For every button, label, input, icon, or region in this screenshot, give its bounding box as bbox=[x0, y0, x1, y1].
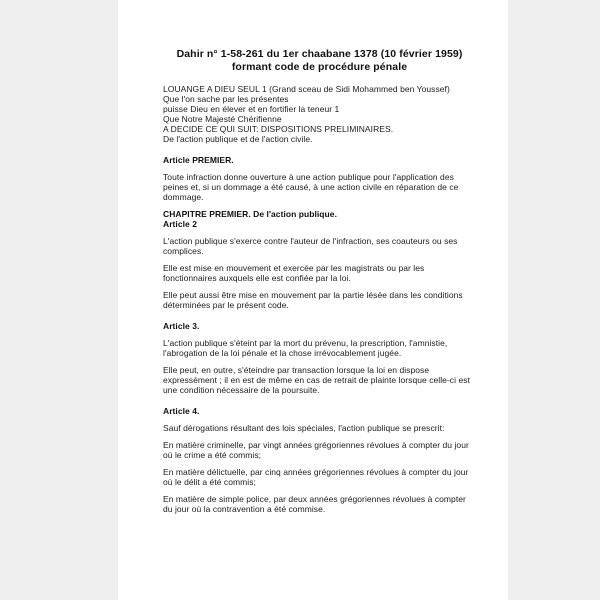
document-title bbox=[163, 48, 476, 74]
paragraph: Toute infraction donne ouverture à une action publique pour l'application des peines et, si un dommage a été causé, à une action civile en réparation de ce dommage. bbox=[163, 172, 459, 202]
paragraph: Elle peut aussi être mise en mouvement par la partie lésée dans les conditions déterminées par le présent code. bbox=[163, 290, 463, 310]
paragraph: En matière délictuelle, par cinq années grégoriennes révolues à compter du jour où le délit a été commis; bbox=[163, 467, 469, 487]
page-content bbox=[118, 0, 508, 514]
paragraph: L'action publique s'éteint par la mort du prévenu, la prescription, l'amnistie, l'abrogation de la loi pénale et la chose irrévocablement jugée. bbox=[163, 338, 448, 358]
article-heading-premier: Article PREMIER. bbox=[163, 155, 234, 165]
preamble-line: A DECIDE CE QUI SUIT: DISPOSITIONS PRELIMINAIRES. bbox=[163, 124, 394, 134]
preamble-line: Que l'on sache par les présentes bbox=[163, 94, 289, 104]
preamble bbox=[163, 84, 476, 144]
document-page bbox=[118, 0, 508, 600]
paragraph: L'action publique s'exerce contre l'auteur de l'infraction, ses coauteurs ou ses complices. bbox=[163, 236, 458, 256]
paragraph: Elle est mise en mouvement et exercée par les magistrats ou par les fonctionnaires auxquels elle est confiée par la loi. bbox=[163, 263, 425, 283]
preamble-line: puisse Dieu en élever et en fortifier la teneur 1 bbox=[163, 104, 340, 114]
preamble-line: Que Notre Majesté Chérifienne bbox=[163, 114, 282, 124]
paragraph: Sauf dérogations résultant des lois spéciales, l'action publique se prescrit: bbox=[163, 423, 445, 433]
paragraph: En matière de simple police, par deux années grégoriennes révolues à compter du jour où la contravention a été commise. bbox=[163, 494, 466, 514]
paragraph: Elle peut, en outre, s'éteindre par transaction lorsque la loi en dispose expressément ; il en est de même en cas de retrait de plainte lorsque celle-ci est une condition nécessaire de la poursuite. bbox=[163, 365, 470, 395]
article-heading-3: Article 3. bbox=[163, 321, 200, 331]
article-heading-4: Article 4. bbox=[163, 406, 200, 416]
document-title-line-1: Dahir n° 1-58-261 du 1er chaabane 1378 (10 février 1959) bbox=[176, 48, 463, 60]
preamble-line: De l'action publique et de l'action civile. bbox=[163, 134, 313, 144]
chapter-heading: CHAPITRE PREMIER. De l'action publique. bbox=[163, 209, 337, 219]
paragraph: En matière criminelle, par vingt années grégoriennes révolues à compter du jour où le crime a été commis; bbox=[163, 440, 469, 460]
document-title-line-2: formant code de procédure pénale bbox=[231, 61, 408, 73]
article-heading-2: Article 2 bbox=[163, 219, 197, 229]
preamble-line: LOUANGE A DIEU SEUL 1 (Grand sceau de Sidi Mohammed ben Youssef) bbox=[163, 84, 450, 94]
